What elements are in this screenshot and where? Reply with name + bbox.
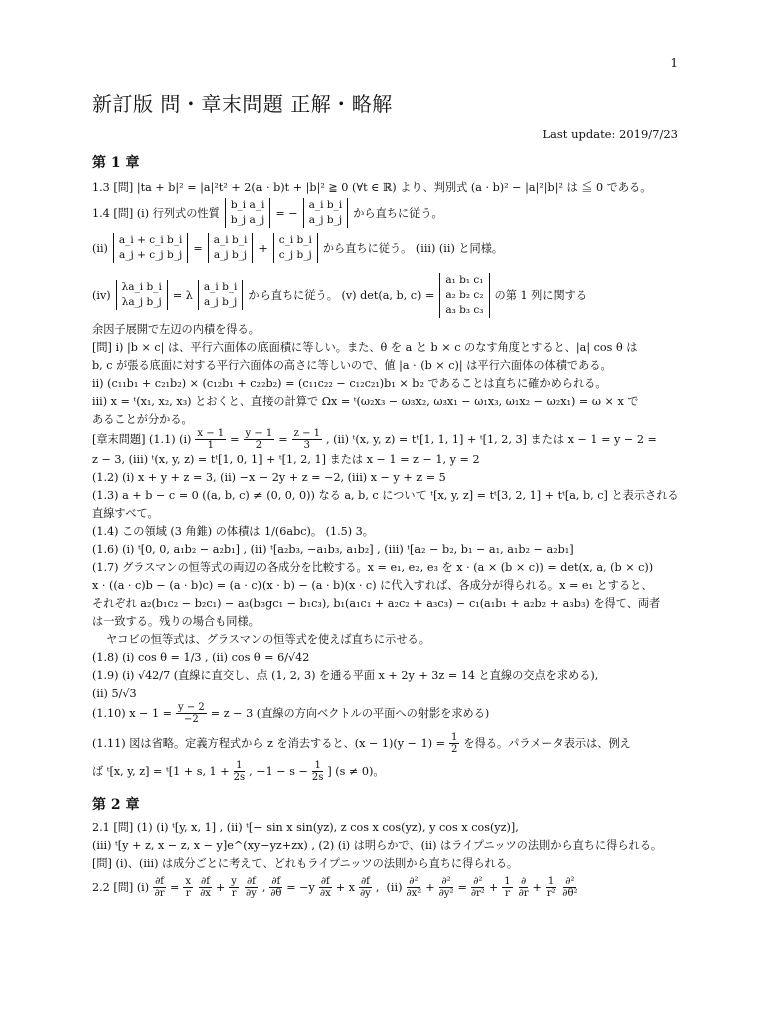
numerator: x − 1 (197, 427, 225, 439)
numerator: ∂f (361, 875, 370, 887)
text-line: b, c が張る底面に対する平行六面体の高さに等しいので、値 |a · (b × c)| は平行六面体の体積である。 (92, 359, 612, 372)
fraction (471, 876, 485, 899)
fraction (195, 428, 226, 451)
equals-sign: = (170, 880, 180, 894)
denominator: r² (546, 887, 556, 899)
fraction (519, 876, 529, 899)
comma: , (261, 880, 266, 894)
numerator: ∂² (473, 875, 483, 887)
text-fragment: から直ちに従う。 (iii) (ii) と同様。 (322, 242, 504, 255)
denominator: ∂y (360, 887, 371, 899)
chapter-2-heading: 第 2 章 (92, 797, 140, 813)
text-line: (1.4) この領域 (3 角錐) の体積は 1/(6abc)。 (1.5) 3。 (92, 525, 374, 538)
plus-sign: + (488, 880, 499, 894)
fraction (269, 876, 282, 899)
numerator: ∂² (565, 875, 575, 887)
denominator: ∂θ (270, 887, 282, 899)
part-ii-label: , (ii) (375, 880, 403, 894)
text-line: (1.7) グラスマンの恒等式の両辺の各成分を比較する。x = e₁, e₂, e₃ を x · (a × (b × c)) = det(x, a, (b × c)) (92, 561, 654, 574)
text-line: 2.1 [問] (1) (i) ᵗ[y, x, 1] , (ii) ᵗ[− sin x sin(yz), z cos x cos(yz), y cos x cos(yz)], (92, 821, 519, 834)
page-number: 1 (670, 56, 678, 70)
det-row: b_i a_i (230, 199, 265, 211)
text-line: 1.3 [問] |ta + b|² = |a|²t² + 2(a · b)t + |b|² ≧ 0 (∀t ∈ ℝ) より、判別式 (a · b)² − |a|²|b|² は ≦ 0 である。 (92, 181, 652, 194)
det-row: a₁ b₁ c₁ (445, 273, 484, 286)
text-line: [問] i) |b × c| は、平行六面体の底面積に等しい。また、θ を a と b × c のなす角度とすると、|a| cos θ は (92, 341, 638, 354)
text-fragment: 2.2 [問] (i) (92, 881, 150, 894)
numerator: y (231, 875, 237, 887)
numerator: ∂² (441, 875, 451, 887)
text-fragment: (1.11) 図は省略。定義方程式から z を消去すると、(x − 1)(y − 1) = (92, 737, 445, 750)
denominator: 2s (233, 771, 246, 783)
text-fragment: から直ちに従う。 (v) det(a, b, c) = (248, 289, 435, 302)
numerator: y − 2 (178, 701, 205, 713)
denominator: ∂r (154, 887, 165, 899)
denominator: r (231, 887, 237, 899)
text-fragment: (1.10) x − 1 = (92, 706, 173, 720)
plus-sign: + (258, 241, 268, 255)
text-line (92, 872, 686, 902)
text-fragment: = z − 3 (直線の方向ベクトルの平面への射影を求める) (210, 707, 490, 720)
text-line: (1.6) (i) ᵗ[0, 0, a₁b₂ − a₂b₁] , (ii) ᵗ[a₂b₃, −a₁b₃, a₁b₂] , (iii) ᵗ[a₂ − b₂, b₁ − a₁, a₁b₂ − a₂b₁] (92, 543, 574, 556)
denominator: 1 (207, 439, 214, 451)
text-fragment: = − (275, 206, 298, 220)
fraction (199, 876, 212, 899)
det-row: a₂ b₂ c₂ (445, 288, 484, 301)
text-line: (1.2) (i) x + y + z = 3, (ii) −x − 2y + z = −2, (iii) x − y + z = 5 (92, 471, 446, 484)
denominator: ∂y (245, 887, 257, 899)
text-line: それぞれ a₂(b₁c₂ − b₂c₁) − a₃(b₃gc₁ − b₁c₃), b₁(a₁c₁ + a₂c₂ + a₃c₃) − c₁(a₁b₁ + a₂b₂ + a₃b₃) を得て、両者 (92, 597, 661, 610)
det-row: a_j + c_j b_j (119, 249, 183, 261)
text-line (92, 758, 686, 784)
text-line: ヤコビの恒等式は、グラスマンの恒等式を使えば直ちに示せる。 (106, 633, 430, 646)
numerator: 1 (451, 731, 458, 743)
det-row: b_j a_j (230, 214, 265, 226)
fraction (234, 760, 246, 783)
text-fragment: の第 1 列に関する (494, 289, 588, 302)
equals-sign: = (457, 880, 467, 894)
det-row: λa_j b_j (121, 296, 162, 308)
text-line (92, 198, 686, 228)
denominator: ∂θ² (562, 887, 578, 899)
text-line (92, 700, 686, 726)
denominator: 2s (311, 771, 324, 783)
fraction (229, 876, 239, 899)
text-fragment: = λ (172, 288, 193, 302)
determinant (113, 233, 189, 263)
fraction (319, 876, 332, 899)
denominator: ∂x (319, 887, 331, 899)
fraction (312, 760, 324, 783)
denominator: r (185, 887, 191, 899)
equals-sign: = (193, 241, 203, 255)
det-row: a_i b_i (213, 234, 248, 246)
equals-sign: = (230, 432, 240, 446)
text-line: あることが分かる。 (92, 413, 193, 426)
plus-sign: + (215, 880, 226, 894)
text-line (92, 730, 686, 756)
chapter-1-heading: 第 1 章 (92, 155, 140, 171)
text-line: (1.9) (i) √42/7 (直線に直交し、点 (1, 2, 3) を通る平面 x + 2y + 3z = 14 と直線の交点を求める), (92, 669, 599, 682)
text-fragment: (ii) (92, 241, 108, 255)
denominator: ∂x² (406, 887, 422, 899)
fraction (406, 876, 421, 899)
determinant (198, 280, 244, 310)
text-fragment: , (ii) ᵗ(x, y, z) = tᵗ[1, 1, 1] + ᵗ[1, 2, 3] または x − 1 = y − 2 = (326, 433, 657, 446)
text-line: iii) x = ᵗ(x₁, x₂, x₃) とおくと、直接の計算で Ωx = ᵗ(ω₂x₃ − ω₃x₂, ω₃x₁ − ω₁x₃, ω₁x₂ − ω₂x₁) = ω × x で (92, 395, 639, 408)
page-title: 新訂版 問・章末問題 正解・略解 (92, 92, 393, 116)
det-row: c_i b_i (278, 234, 312, 246)
text-line: z − 3, (iii) ᵗ(x, y, z) = tᵗ[1, 0, 1] + ᵗ[1, 2, 1] または x − 1 = z − 1, y = 2 (92, 453, 480, 466)
numerator: 1 (236, 759, 243, 771)
denominator: ∂r (518, 887, 529, 899)
fraction (176, 702, 207, 725)
fraction (546, 876, 556, 899)
det-row: a_j b_j (203, 296, 238, 308)
text-fragment: から直ちに従う。 (353, 207, 443, 220)
equals-sign: = (278, 432, 288, 446)
denominator: ∂r² (470, 887, 485, 899)
text-fragment: , −1 − s − (249, 764, 308, 778)
plus-x: + x (335, 880, 355, 894)
denominator: 3 (303, 439, 311, 451)
text-line: ii) (c₁₁b₁ + c₂₁b₂) × (c₁₂b₁ + c₂₂b₂) = (c₁₁c₂₂ − c₁₂c₂₁)b₁ × b₂ であることは直ちに確かめられる。 (92, 377, 607, 390)
denominator: 2 (451, 743, 458, 755)
fraction (244, 428, 275, 451)
fraction (562, 876, 577, 899)
text-line: (1.8) (i) cos θ = 1/3 , (ii) cos θ = 6/√42 (92, 651, 310, 664)
fraction (292, 428, 322, 451)
text-line: 直線すべて。 (92, 507, 159, 520)
text-fragment: ] (s ≠ 0)。 (327, 765, 385, 778)
det-row: a_j b_j (213, 249, 248, 261)
numerator: x (185, 875, 192, 887)
denominator: ∂y² (438, 887, 454, 899)
fraction (449, 732, 459, 755)
det-row: a_i b_i (203, 281, 238, 293)
text-fragment: (iv) (92, 288, 111, 302)
numerator: ∂f (246, 875, 256, 887)
text-line: x · ((a · c)b − (a · b)c) = (a · c)(x · b) − (a · b)(x · c) に代入すれば、各成分が得られる。x = e₁ とすると、 (92, 579, 653, 592)
numerator: z − 1 (293, 427, 321, 439)
numerator: ∂f (201, 875, 210, 887)
text-line (92, 268, 686, 322)
fraction (359, 876, 372, 899)
det-row: a₃ b₃ c₃ (445, 303, 484, 316)
text-fragment: 1.4 [問] (i) 行列式の性質 (92, 207, 220, 220)
determinant (439, 273, 489, 318)
denominator: r (505, 887, 510, 899)
text-fragment: [章末問題] (1.1) (i) (92, 433, 192, 446)
numerator: ∂² (409, 875, 419, 887)
fraction (439, 876, 454, 899)
fraction (502, 876, 512, 899)
numerator: ∂f (271, 875, 281, 887)
numerator: y − 1 (245, 427, 273, 439)
det-row: λa_i b_i (121, 281, 162, 293)
determinant (303, 198, 349, 228)
denominator: ∂x (200, 887, 211, 899)
determinant (116, 280, 168, 310)
denominator: 2 (255, 439, 263, 451)
plus-sign: + (532, 880, 542, 894)
text-line: (iii) ᵗ[y + z, x − z, x − y]e^(xy−yz+zx) , (2) (i) は明らかで、(ii) はライプニッツの法則から直ちに得られる。 (92, 839, 663, 852)
denominator: −2 (184, 713, 199, 725)
text-fragment: ば ᵗ[x, y, z] = ᵗ[1 + s, 1 + (92, 765, 230, 778)
text-line: 余因子展開で左辺の内積を得る。 (92, 323, 260, 336)
numerator: 1 (504, 875, 511, 887)
det-row: a_j b_j (308, 214, 343, 226)
numerator: 1 (547, 875, 555, 887)
numerator: ∂f (155, 875, 165, 887)
determinant (273, 233, 318, 263)
numerator: 1 (314, 759, 321, 771)
fraction (153, 876, 166, 899)
det-row: a_i + c_i b_i (118, 234, 183, 246)
determinant (225, 198, 271, 228)
text-line (92, 232, 686, 264)
det-row: a_i b_i (308, 199, 343, 211)
text-line: [問] (i)、(iii) は成分ごとに考えて、どれもライプニッツの法則から直ちに得られる。 (92, 857, 519, 870)
determinant (208, 233, 254, 263)
fraction (183, 876, 193, 899)
fraction (245, 876, 258, 899)
last-update: Last update: 2019/7/23 (542, 127, 678, 141)
det-row: c_j b_j (278, 249, 312, 261)
equals-minus-y: = −y (286, 880, 315, 894)
text-line: (ii) 5/√3 (92, 687, 137, 700)
numerator: ∂ (520, 875, 527, 887)
text-line: (1.3) a + b − c = 0 ((a, b, c) ≠ (0, 0, 0)) なる a, b, c について ᵗ[x, y, z] = tᵗ[3, 2, 1] + tᵗ[a, b, c] と表示される (92, 489, 679, 502)
text-fragment: を得る。パラメータ表示は、例え (463, 737, 631, 750)
plus-sign: + (425, 880, 435, 894)
text-line (92, 426, 686, 452)
text-line: は一致する。残りの場合も同様。 (92, 615, 260, 628)
numerator: ∂f (320, 875, 330, 887)
